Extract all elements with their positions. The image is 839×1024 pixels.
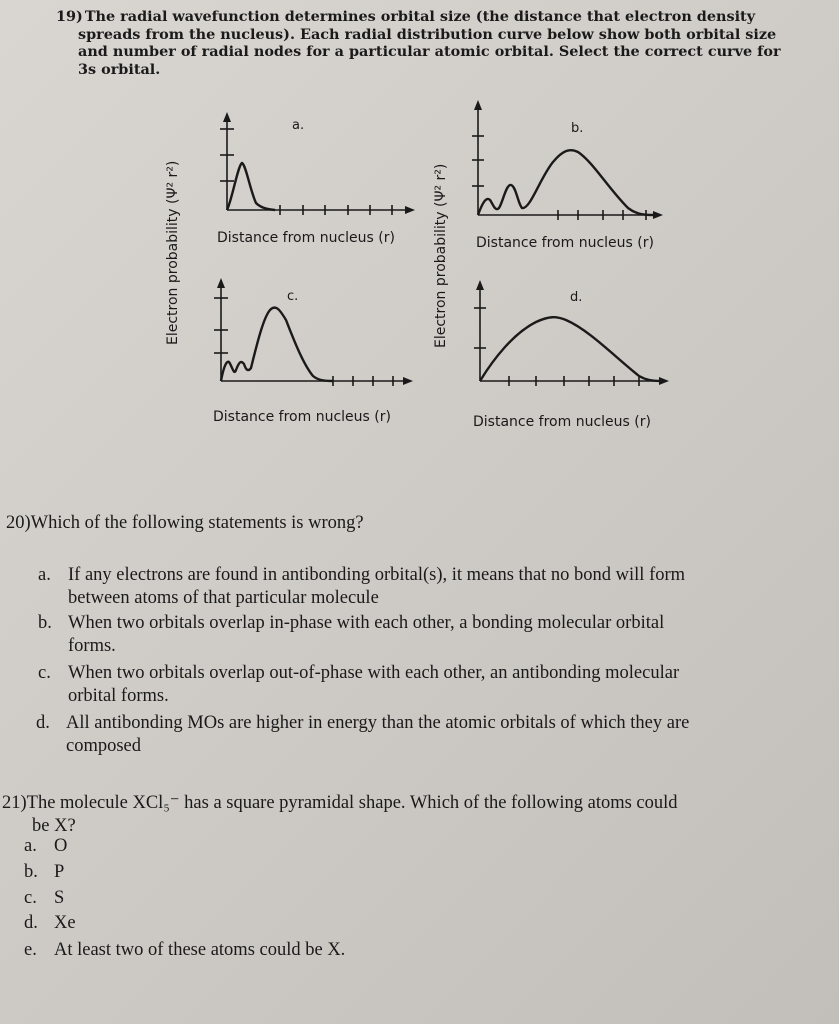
y-axis-label-right: Electron probability (Ψ² r²) [433,163,449,348]
q21-option-a-text: O [54,836,68,856]
graph-b-x-label: Distance from nucleus (r) [476,235,654,251]
question-20-option-d[interactable] [36,712,831,758]
graph-b-letter: b. [571,121,584,136]
question-21-option-b[interactable] [24,862,64,883]
option-d-letter: d. [36,713,50,733]
graph-b[interactable] [468,100,658,220]
option-a-line-2: between atoms of that particular molecule [68,588,379,608]
option-b-line-2: forms. [68,636,116,656]
option-c-line-2: orbital forms. [68,686,169,706]
graph-c-letter: c. [287,289,299,304]
question-19-number: 19) [56,8,83,25]
question-21-line-2: be X? [32,816,76,836]
q21-option-b-letter: b. [24,862,38,882]
question-19-line-3: and number of radial nodes for a particular atomic orbital. Select the correct curve for [78,43,781,60]
option-d-line-2: composed [66,736,142,756]
graph-a-curve [227,163,275,210]
y-axis-label-left: Electron probability (Ψ² r²) [165,160,181,345]
q21-option-a-letter: a. [24,836,37,856]
option-a-line-1: If any electrons are found in antibonding orbital(s), it means that no bond will form [68,565,686,585]
option-d-line-1: All antibonding MOs are higher in energy than the atomic orbitals of which they are [66,713,690,733]
q21-option-e-letter: e. [24,940,37,960]
question-21-stem [2,792,832,838]
graph-c-curve [221,308,333,381]
option-c-letter: c. [38,663,51,683]
option-b-letter: b. [38,613,52,633]
question-19 [56,8,806,78]
question-21-option-e[interactable] [24,940,345,961]
graph-d-letter: d. [570,290,583,305]
option-a-letter: a. [38,565,51,585]
graph-d[interactable] [474,278,664,388]
graph-b-curve [478,150,653,215]
question-21-option-a[interactable] [24,836,67,857]
option-c-line-1: When two orbitals overlap out-of-phase with each other, an antibonding molecular [68,663,680,683]
question-20-option-c[interactable] [38,662,828,708]
q21-option-b-text: P [54,862,65,882]
question-21-line-1: 21)The molecule XCl₅⁻ has a square pyramidal shape. Which of the following atoms could [2,793,678,813]
question-19-line-2: spreads from the nucleus). Each radial distribution curve below show both orbital size [78,25,777,43]
q21-option-d-text: Xe [54,913,76,933]
graph-a-letter: a. [292,118,305,133]
question-19-line-4: 3s orbital. [78,60,161,78]
option-b-line-1: When two orbitals overlap in-phase with each other, a bonding molecular orbital [68,613,665,633]
q21-option-c-letter: c. [24,888,37,908]
graph-c[interactable] [208,278,408,388]
q21-option-c-text: S [54,888,65,908]
question-21-option-c[interactable] [24,888,64,909]
q21-option-d-letter: d. [24,913,38,933]
graph-a[interactable] [210,115,410,215]
question-19-line-1: The radial wavefunction determines orbital size (the distance that electron density [84,8,756,25]
question-21-option-d[interactable] [24,913,76,934]
question-20-stem: 20)Which of the following statements is wrong? [6,513,364,533]
graph-a-x-label: Distance from nucleus (r) [217,230,395,246]
graph-d-curve [480,317,662,381]
graph-d-x-label: Distance from nucleus (r) [473,414,651,430]
question-20-option-a[interactable] [38,564,828,610]
q21-option-e-text: At least two of these atoms could be X. [54,940,346,960]
question-20-option-b[interactable] [38,612,828,658]
graph-c-x-label: Distance from nucleus (r) [213,409,391,425]
